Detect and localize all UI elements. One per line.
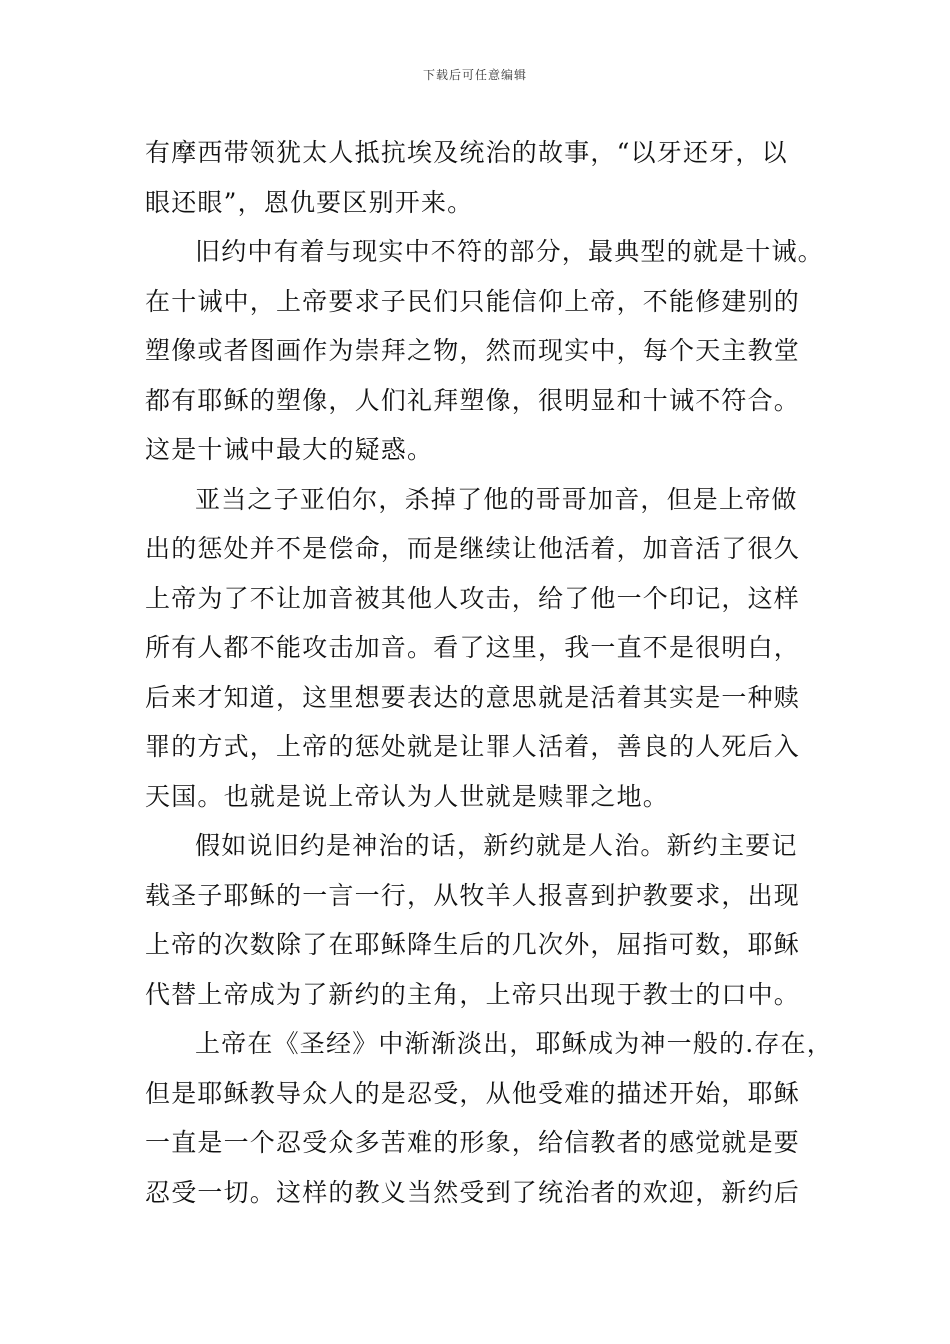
text-line: 一直是一个忍受众多苦难的形象，给信教者的感觉就是要	[145, 1128, 801, 1157]
text-line: 罪的方式，上帝的惩处就是让罪人活着，善良的人死后入	[145, 732, 801, 761]
text-line: 后来才知道，这里想要表达的意思就是活着其实是一种赎	[145, 682, 801, 712]
text-line: 出的惩处并不是偿命，而是继续让他活着，加音活了很久	[145, 534, 801, 563]
paragraph-2	[145, 227, 824, 475]
text-line: 都有耶稣的塑像，人们礼拜塑像，很明显和十诫不符合。	[145, 385, 801, 415]
text-line: 代替上帝成为了新约的主角，上帝只出现于教士的口中。	[145, 979, 801, 1009]
text-line: 亚当之子亚伯尔，杀掉了他的哥哥加音，但是上帝做	[195, 484, 798, 514]
paragraph-5	[145, 1019, 833, 1217]
text-line: 塑像或者图画作为崇拜之物，然而现实中，每个天主教堂	[145, 336, 801, 365]
text-line: 眼还眼”，恩仇要区别开来。	[145, 187, 474, 217]
document-body	[145, 128, 833, 1217]
paragraph-1	[145, 128, 815, 227]
text-line: 上帝的次数除了在耶稣降生后的几次外，屈指可数，耶稣	[145, 930, 801, 959]
text-line: 有摩西带领犹太人抵抗埃及统治的故事，“以牙还牙，以	[145, 138, 788, 167]
page-header: 下载后可任意编辑	[422, 68, 527, 82]
paragraph-4	[145, 821, 815, 1019]
text-line: 忍受一切。这样的教义当然受到了统治者的欢迎，新约后	[145, 1177, 801, 1207]
text-line: 这是十诫中最大的疑惑。	[145, 435, 434, 464]
text-line: 载圣子耶稣的一言一行，从牧羊人报喜到护教要求，出现	[145, 880, 801, 910]
text-line: 假如说旧约是神治的话，新约就是人治。新约主要记	[195, 831, 798, 860]
text-line: 上帝在《圣经》中渐渐淡出，耶稣成为神一般的.存在，	[195, 1029, 833, 1058]
text-line: 旧约中有着与现实中不符的部分，最典型的就是十诫。	[195, 237, 824, 266]
text-line: 上帝为了不让加音被其他人攻击，给了他一个印记，这样	[145, 583, 801, 613]
text-line: 但是耶稣教导众人的是忍受，从他受难的描述开始，耶稣	[145, 1078, 801, 1108]
paragraph-3	[145, 475, 815, 822]
text-line: 天国。也就是说上帝认为人世就是赎罪之地。	[145, 781, 670, 811]
text-line: 在十诫中，上帝要求子民们只能信仰上帝，不能修建别的	[145, 286, 801, 316]
text-line: 所有人都不能攻击加音。看了这里，我一直不是很明白，	[145, 633, 801, 662]
